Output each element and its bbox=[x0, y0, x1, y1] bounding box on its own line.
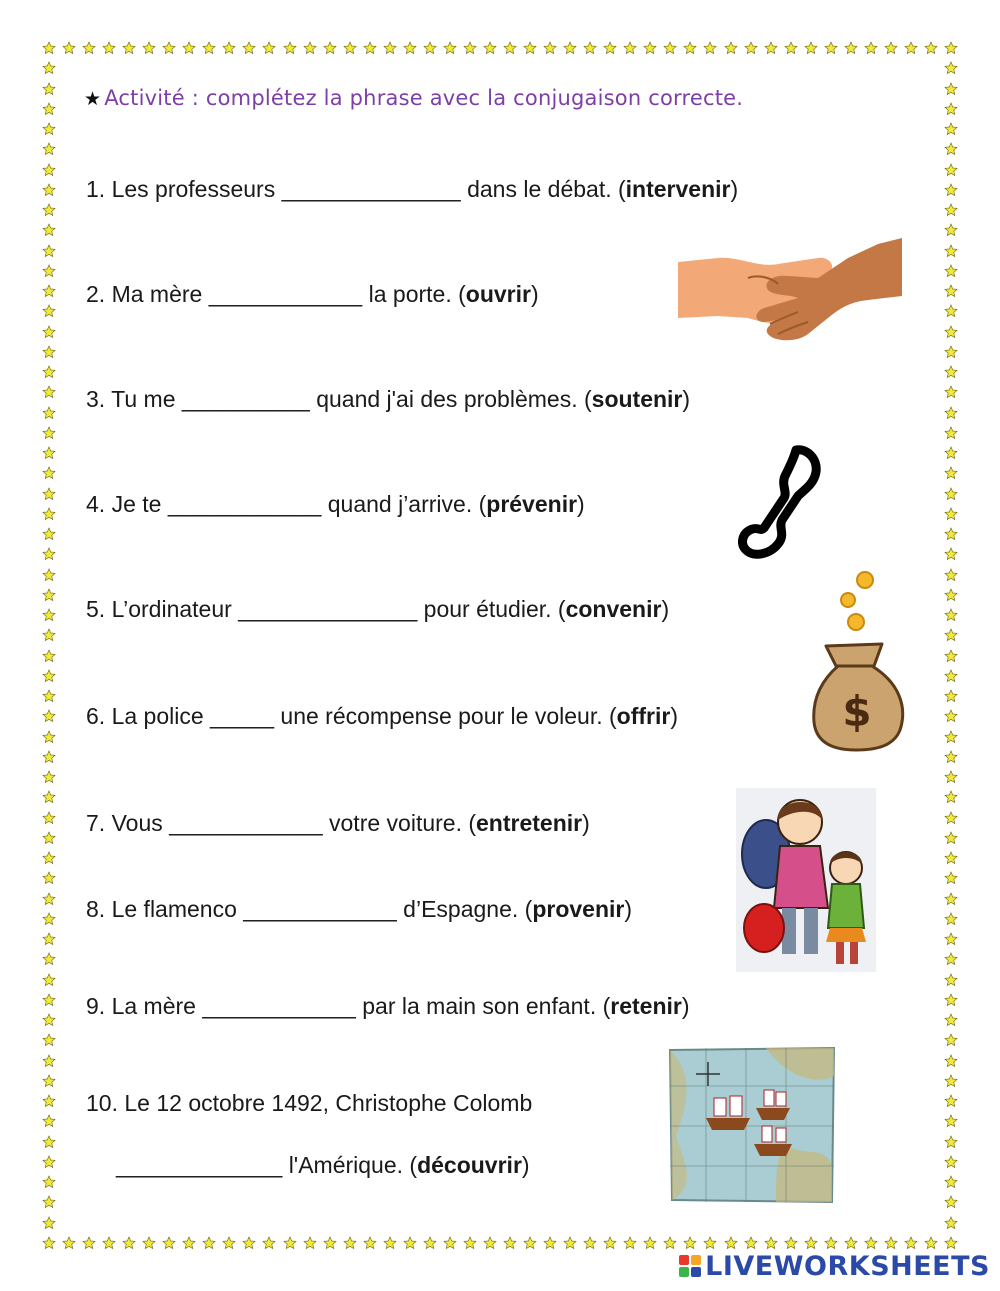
border-star-icon bbox=[222, 1236, 236, 1250]
border-star-icon bbox=[202, 41, 216, 55]
border-star-icon bbox=[944, 163, 958, 177]
border-star-icon bbox=[944, 1175, 958, 1189]
border-star-icon bbox=[42, 406, 56, 420]
border-star-icon bbox=[42, 1175, 56, 1189]
border-star-icon bbox=[403, 41, 417, 55]
border-star-icon bbox=[503, 1236, 517, 1250]
border-star-icon bbox=[703, 1236, 717, 1250]
border-star-icon bbox=[944, 790, 958, 804]
border-star-icon bbox=[42, 608, 56, 622]
border-star-icon bbox=[804, 41, 818, 55]
border-star-icon bbox=[944, 82, 958, 96]
border-star-icon bbox=[42, 1094, 56, 1108]
border-star-icon bbox=[102, 1236, 116, 1250]
border-star-icon bbox=[944, 325, 958, 339]
answer-blank-7[interactable]: ____________ bbox=[169, 810, 323, 836]
border-star-icon bbox=[944, 912, 958, 926]
title-star-icon: ★ bbox=[84, 88, 102, 110]
border-star-icon bbox=[944, 365, 958, 379]
border-star-icon bbox=[42, 487, 56, 501]
border-star-icon bbox=[283, 41, 297, 55]
border-star-icon bbox=[162, 1236, 176, 1250]
border-star-icon bbox=[944, 142, 958, 156]
border-star-icon bbox=[643, 1236, 657, 1250]
border-star-icon bbox=[944, 1094, 958, 1108]
border-star-icon bbox=[42, 628, 56, 642]
border-star-icon bbox=[222, 41, 236, 55]
question-10: 10. Le 12 octobre 1492, Christophe Colomb bbox=[86, 1090, 533, 1116]
answer-blank-4[interactable]: ____________ bbox=[167, 491, 322, 517]
border-star-icon bbox=[944, 304, 958, 318]
border-star-icon bbox=[42, 790, 56, 804]
border-star-icon bbox=[944, 689, 958, 703]
border-star-icon bbox=[944, 730, 958, 744]
border-star-icon bbox=[42, 244, 56, 258]
brand-name: LIVEWORKSHEETS bbox=[705, 1250, 990, 1282]
question-7: 7. Vous ____________ votre voiture. (entretenir) bbox=[86, 810, 590, 836]
border-star-icon bbox=[944, 244, 958, 258]
border-star-icon bbox=[563, 1236, 577, 1250]
border-star-icon bbox=[42, 163, 56, 177]
border-star-icon bbox=[623, 41, 637, 55]
border-star-icon bbox=[42, 912, 56, 926]
border-star-icon bbox=[423, 1236, 437, 1250]
border-star-icon bbox=[42, 1236, 56, 1250]
border-star-icon bbox=[463, 41, 477, 55]
border-star-icon bbox=[944, 385, 958, 399]
border-star-icon bbox=[944, 345, 958, 359]
border-star-icon bbox=[824, 1236, 838, 1250]
border-star-icon bbox=[42, 1135, 56, 1149]
answer-blank-9[interactable]: ____________ bbox=[202, 993, 356, 1019]
border-star-icon bbox=[82, 1236, 96, 1250]
border-star-icon bbox=[403, 1236, 417, 1250]
border-star-icon bbox=[523, 1236, 537, 1250]
border-star-icon bbox=[42, 1013, 56, 1027]
border-star-icon bbox=[42, 1114, 56, 1128]
border-star-icon bbox=[944, 406, 958, 420]
border-star-icon bbox=[944, 588, 958, 602]
border-star-icon bbox=[102, 41, 116, 55]
family-travel-image bbox=[736, 788, 876, 972]
border-star-icon bbox=[343, 1236, 357, 1250]
border-star-icon bbox=[423, 41, 437, 55]
verb-1: intervenir bbox=[625, 176, 731, 202]
border-star-icon bbox=[804, 1236, 818, 1250]
title-text: Activité : complétez la phrase avec la conjugaison correcte. bbox=[104, 86, 744, 110]
border-star-icon bbox=[42, 466, 56, 480]
border-star-icon bbox=[42, 82, 56, 96]
border-star-icon bbox=[42, 223, 56, 237]
border-star-icon bbox=[944, 770, 958, 784]
border-star-icon bbox=[884, 1236, 898, 1250]
question-5: 5. L’ordinateur ______________ pour étudier. (convenir) bbox=[86, 596, 670, 622]
border-star-icon bbox=[363, 41, 377, 55]
border-star-icon bbox=[663, 1236, 677, 1250]
border-star-icon bbox=[383, 41, 397, 55]
border-star-icon bbox=[944, 1114, 958, 1128]
border-star-icon bbox=[944, 669, 958, 683]
border-star-icon bbox=[864, 1236, 878, 1250]
border-star-icon bbox=[764, 41, 778, 55]
border-star-icon bbox=[363, 1236, 377, 1250]
border-star-icon bbox=[443, 1236, 457, 1250]
border-star-icon bbox=[944, 1155, 958, 1169]
border-star-icon bbox=[944, 61, 958, 75]
border-star-icon bbox=[42, 1054, 56, 1068]
border-star-icon bbox=[42, 507, 56, 521]
border-star-icon bbox=[303, 41, 317, 55]
border-star-icon bbox=[42, 709, 56, 723]
border-star-icon bbox=[42, 831, 56, 845]
border-star-icon bbox=[944, 649, 958, 663]
border-star-icon bbox=[944, 952, 958, 966]
border-star-icon bbox=[262, 1236, 276, 1250]
answer-blank-3[interactable]: __________ bbox=[181, 386, 310, 412]
border-star-icon bbox=[483, 1236, 497, 1250]
verb-5: convenir bbox=[565, 596, 662, 622]
border-star-icon bbox=[42, 203, 56, 217]
answer-blank-1[interactable]: ______________ bbox=[281, 176, 461, 202]
border-star-icon bbox=[483, 41, 497, 55]
border-star-icon bbox=[262, 41, 276, 55]
border-star-icon bbox=[42, 183, 56, 197]
border-star-icon bbox=[443, 41, 457, 55]
border-star-icon bbox=[42, 385, 56, 399]
phone-icon bbox=[738, 444, 824, 562]
border-star-icon bbox=[42, 41, 56, 55]
verb-8: provenir bbox=[532, 896, 625, 922]
border-star-icon bbox=[844, 41, 858, 55]
border-star-icon bbox=[543, 1236, 557, 1250]
border-star-icon bbox=[944, 527, 958, 541]
border-star-icon bbox=[944, 1135, 958, 1149]
border-star-icon bbox=[42, 730, 56, 744]
border-star-icon bbox=[283, 1236, 297, 1250]
border-star-icon bbox=[703, 41, 717, 55]
question-6: 6. La police _____ une récompense pour le voleur. (offrir) bbox=[86, 703, 679, 729]
border-star-icon bbox=[62, 1236, 76, 1250]
border-star-icon bbox=[122, 1236, 136, 1250]
treasure-map-image bbox=[666, 1046, 838, 1204]
border-star-icon bbox=[944, 223, 958, 237]
verb-9: retenir bbox=[610, 993, 682, 1019]
border-star-icon bbox=[42, 1216, 56, 1230]
border-star-icon bbox=[944, 628, 958, 642]
border-star-icon bbox=[944, 183, 958, 197]
border-star-icon bbox=[42, 1033, 56, 1047]
border-star-icon bbox=[944, 973, 958, 987]
border-star-icon bbox=[42, 871, 56, 885]
border-star-icon bbox=[944, 1074, 958, 1088]
border-star-icon bbox=[42, 264, 56, 278]
border-star-icon bbox=[944, 41, 958, 55]
border-star-icon bbox=[42, 1195, 56, 1209]
border-star-icon bbox=[683, 1236, 697, 1250]
border-star-icon bbox=[563, 41, 577, 55]
border-star-icon bbox=[42, 892, 56, 906]
border-star-icon bbox=[944, 1013, 958, 1027]
border-star-icon bbox=[162, 41, 176, 55]
border-star-icon bbox=[202, 1236, 216, 1250]
handshake-image bbox=[678, 238, 902, 344]
border-star-icon bbox=[463, 1236, 477, 1250]
border-star-icon bbox=[944, 507, 958, 521]
border-star-icon bbox=[42, 284, 56, 298]
border-star-icon bbox=[182, 1236, 196, 1250]
border-star-icon bbox=[724, 1236, 738, 1250]
border-star-icon bbox=[142, 41, 156, 55]
border-star-icon bbox=[42, 993, 56, 1007]
verb-7: entretenir bbox=[476, 810, 583, 836]
border-star-icon bbox=[42, 122, 56, 136]
question-1: 1. Les professeurs ______________ dans le débat. (intervenir) bbox=[86, 176, 739, 202]
border-star-icon bbox=[643, 41, 657, 55]
question-10-line-2: _____________ l'Amérique. (découvrir) bbox=[116, 1152, 530, 1178]
border-star-icon bbox=[42, 973, 56, 987]
border-star-icon bbox=[42, 851, 56, 865]
border-star-icon bbox=[383, 1236, 397, 1250]
border-star-icon bbox=[944, 709, 958, 723]
border-star-icon bbox=[42, 669, 56, 683]
dollar-sign: $ bbox=[842, 687, 872, 736]
border-star-icon bbox=[884, 41, 898, 55]
border-star-icon bbox=[42, 102, 56, 116]
border-star-icon bbox=[944, 1236, 958, 1250]
border-star-icon bbox=[944, 1033, 958, 1047]
border-star-icon bbox=[142, 1236, 156, 1250]
border-star-icon bbox=[42, 365, 56, 379]
border-star-icon bbox=[62, 41, 76, 55]
border-star-icon bbox=[904, 1236, 918, 1250]
border-star-icon bbox=[42, 1074, 56, 1088]
border-star-icon bbox=[663, 41, 677, 55]
border-star-icon bbox=[42, 932, 56, 946]
border-star-icon bbox=[42, 426, 56, 440]
border-star-icon bbox=[944, 102, 958, 116]
border-star-icon bbox=[944, 446, 958, 460]
border-star-icon bbox=[744, 41, 758, 55]
border-star-icon bbox=[944, 284, 958, 298]
border-star-icon bbox=[42, 588, 56, 602]
verb-6: offrir bbox=[616, 703, 671, 729]
border-star-icon bbox=[42, 142, 56, 156]
border-star-icon bbox=[122, 41, 136, 55]
border-star-icon bbox=[944, 264, 958, 278]
verb-2: ouvrir bbox=[465, 281, 531, 307]
border-star-icon bbox=[323, 1236, 337, 1250]
border-star-icon bbox=[182, 41, 196, 55]
border-star-icon bbox=[42, 345, 56, 359]
border-star-icon bbox=[944, 547, 958, 561]
border-star-icon bbox=[303, 1236, 317, 1250]
money-bag-image bbox=[812, 566, 906, 752]
verb-3: soutenir bbox=[591, 386, 683, 412]
border-star-icon bbox=[42, 304, 56, 318]
border-star-icon bbox=[683, 41, 697, 55]
border-star-icon bbox=[944, 892, 958, 906]
border-star-icon bbox=[944, 466, 958, 480]
border-star-icon bbox=[42, 1155, 56, 1169]
border-star-icon bbox=[944, 831, 958, 845]
border-star-icon bbox=[944, 203, 958, 217]
border-star-icon bbox=[42, 61, 56, 75]
border-star-icon bbox=[864, 41, 878, 55]
border-star-icon bbox=[242, 1236, 256, 1250]
border-star-icon bbox=[764, 1236, 778, 1250]
border-star-icon bbox=[904, 41, 918, 55]
verb-4: prévenir bbox=[486, 491, 578, 517]
border-star-icon bbox=[784, 41, 798, 55]
border-star-icon bbox=[42, 750, 56, 764]
border-star-icon bbox=[42, 649, 56, 663]
answer-blank-6[interactable]: _____ bbox=[210, 703, 275, 729]
border-star-icon bbox=[944, 426, 958, 440]
border-star-icon bbox=[603, 41, 617, 55]
question-8: 8. Le flamenco ____________ d’Espagne. (provenir) bbox=[86, 896, 633, 922]
answer-blank-10[interactable]: _____________ bbox=[116, 1152, 283, 1178]
border-star-icon bbox=[42, 689, 56, 703]
liveworksheets-logo bbox=[679, 1251, 990, 1281]
border-star-icon bbox=[924, 41, 938, 55]
border-star-icon bbox=[42, 527, 56, 541]
border-star-icon bbox=[944, 1216, 958, 1230]
border-star-icon bbox=[784, 1236, 798, 1250]
border-star-icon bbox=[924, 1236, 938, 1250]
border-star-icon bbox=[944, 871, 958, 885]
border-star-icon bbox=[583, 41, 597, 55]
border-star-icon bbox=[944, 851, 958, 865]
logo-icon bbox=[679, 1255, 701, 1277]
question-4: 4. Je te ____________ quand j’arrive. (prévenir) bbox=[86, 491, 585, 517]
border-star-icon bbox=[944, 608, 958, 622]
border-star-icon bbox=[944, 811, 958, 825]
border-star-icon bbox=[623, 1236, 637, 1250]
border-star-icon bbox=[944, 487, 958, 501]
border-star-icon bbox=[944, 750, 958, 764]
border-star-icon bbox=[603, 1236, 617, 1250]
answer-blank-8[interactable]: ____________ bbox=[243, 896, 397, 922]
border-star-icon bbox=[844, 1236, 858, 1250]
border-star-icon bbox=[323, 41, 337, 55]
border-star-icon bbox=[824, 41, 838, 55]
border-star-icon bbox=[343, 41, 357, 55]
border-star-icon bbox=[583, 1236, 597, 1250]
border-star-icon bbox=[543, 41, 557, 55]
answer-blank-2[interactable]: ____________ bbox=[208, 281, 363, 307]
border-star-icon bbox=[42, 952, 56, 966]
question-2: 2. Ma mère ____________ la porte. (ouvrir) bbox=[86, 281, 539, 307]
border-star-icon bbox=[42, 811, 56, 825]
border-star-icon bbox=[944, 993, 958, 1007]
border-star-icon bbox=[42, 568, 56, 582]
border-star-icon bbox=[724, 41, 738, 55]
activity-title bbox=[84, 86, 743, 110]
border-star-icon bbox=[82, 41, 96, 55]
border-star-icon bbox=[944, 932, 958, 946]
border-star-icon bbox=[744, 1236, 758, 1250]
answer-blank-5[interactable]: ______________ bbox=[238, 596, 418, 622]
border-star-icon bbox=[523, 41, 537, 55]
question-9: 9. La mère ____________ par la main son enfant. (retenir) bbox=[86, 993, 690, 1019]
border-star-icon bbox=[42, 547, 56, 561]
border-star-icon bbox=[944, 568, 958, 582]
border-star-icon bbox=[42, 446, 56, 460]
verb-10: découvrir bbox=[417, 1152, 522, 1178]
border-star-icon bbox=[42, 325, 56, 339]
border-star-icon bbox=[503, 41, 517, 55]
question-3: 3. Tu me __________ quand j'ai des problèmes. (soutenir) bbox=[86, 386, 691, 412]
border-star-icon bbox=[944, 122, 958, 136]
border-star-icon bbox=[944, 1195, 958, 1209]
border-star-icon bbox=[42, 770, 56, 784]
border-star-icon bbox=[944, 1054, 958, 1068]
border-star-icon bbox=[242, 41, 256, 55]
